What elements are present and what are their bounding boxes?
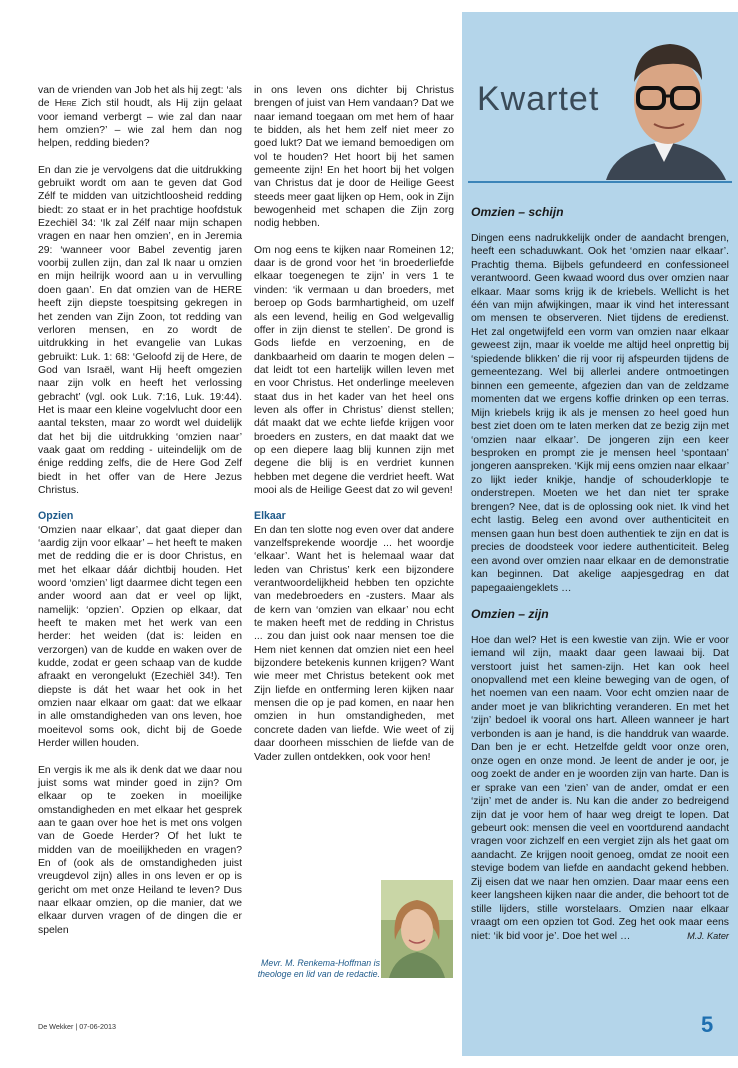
here-smallcaps: Here bbox=[54, 98, 77, 110]
sidebar-divider bbox=[468, 181, 732, 183]
paragraph: in ons leven ons dichter bij Christus brengen of juist van Hem vandaan? Dat we naar iemand toegaan om met hem of haar te bidden, als het hem zelf niet meer zo goed lukt? Dat we iemand bemoedigen om vol te houden? Het hoort bij het samen gemeente zijn! En het hoort bij het volgen van Christus dat je door de Heilige Geest steeds meer gaat lijken op Hem, ook in Zijn bewogenheid met schapen die Zijn zorg nodig hebben. bbox=[254, 85, 454, 230]
paragraph: Hoe dan wel? Het is een kwestie van zijn. Wie er voor iemand wil zijn, maakt daar geen lawaai bij. Dat verstoort juist het samen-zijn. Het kan ook heel onopvallend met een kleine beweging van de ogen, of het noemen van een naam. Voor echt omzien naar de ander moet je van blikrichting veranderen. En met het ‘zijn’ bedoel ik vooral ons hart. Alleen wanneer je hart verbonden is aan je hand, is die handdruk van waarde. Dan ben je er echt. Hetzelfde geldt voor onze oren, onze ogen en onze mond. Je leent de ander je oor, je oog zoekt de ander en je woorden zijn van harte. Dan is er sprake van een ‘zien’ van de ander, omdat er een ‘zijn’ met de ander is. Nu kan die ander zo bedreigend zijn dat je voor hem of haar weg dreigt te lopen. Dat gebeurt ook: mensen die veel en voortdurend aandacht vragen voor zichzelf en een vergiet zijn als het gaat om aandacht. Ze krijgen nooit genoeg, omdat ze nooit een stevige bodem van liefde en aandacht gekend hebben. Zij eisen dat we naar hen omzien. Daar maar eens een keer langsheen kijken naar die ander, die behoort tot de stille lijders, stille worstelaars. Omzien naar elkaar vraagt om een opzien tot God. Zeg het ook maar eens niet: ‘ik bid voor je’. Doe het wel … M.J. Kater bbox=[471, 634, 729, 942]
author-portrait bbox=[596, 20, 732, 180]
article-column-2 bbox=[254, 84, 454, 777]
paragraph: En vergis ik me als ik denk dat we daar nou juist soms wat minder goed in zijn? Om elkaar op te zoeken in moeilijke omstandigheden en met elkaar het gesprek aan te gaan over hoe het is met ons volgen van de Goede Herder? Of het lukt te midden van de moeilijkheden en vragen? En of (ook als de omstandigheden juist vreugdevol zijn) alles in ons leven er op is gericht om met onze Heiland te leven? Dus naar elkaar omzien, op die manier, dat we elkaar durven vragen of de dingen die er spelen bbox=[38, 764, 242, 936]
sidebar-author: M.J. Kater bbox=[687, 930, 729, 941]
paragraph: En dan zie je vervolgens dat die uitdrukking gebruikt wordt om aan te geven dat God Zélf te midden van uitzichtloosheid redding biedt: zo staat er in het prachtige hoofdstuk Ezechiël 34: ‘Ik zal Zélf naar mijn schapen vragen en naar hen omzien’, en in Jeremia 29: ‘wanneer voor Babel zeventig jaren voorbij zullen zijn, dan zal Ik naar u omzien en mijn heilrijk woord aan u in vervulling doen gaan’. En dat omzien van de HERE heeft zijn diepste toespitsing gekregen in het zenden van Zijn Zoon, tot redding van verloren mensen, en zo wordt de uitdrukking in het evangelie van Lukas gebruikt: Luk. 1: 68: ‘Geloofd zij de Here, de God van Israël, want Hij heeft omgezien naar zijn volk en heeft het verlossing gebracht’ (vgl. ook Luk. 7:16, Luk. 19:44). Het is maar een kleine vogelvlucht door een aantal teksten, maar zo wordt wel duidelijk dat het bij die uitdrukking ‘omzien naar’ vaak gaat om redding - uiteindelijk om de énige redding zelfs, die de Here God Zelf biedt in het offer van de Here Jezus Christus. bbox=[38, 164, 242, 496]
column-title: Kwartet bbox=[477, 80, 600, 118]
sidebar-heading-zijn: Omzien – zijn bbox=[471, 607, 549, 621]
section-heading-elkaar: Elkaar bbox=[254, 510, 286, 523]
sidebar-text bbox=[471, 194, 729, 956]
paragraph: En dan ten slotte nog even over dat andere vanzelfsprekende woordje ... het woordje ‘elkaar’. Want het is helemaal waar dat leden van Christus’ kerk een bijzondere verantwoordelijkheid hebben ten opzichte van medebroeders en -zusters. Maar als de kern van ‘omzien van elkaar’ nou echt te maken heeft met de redding in Christus ... zou dan juist ook naar mensen toe die Hem niet kennen dat omzien niet een heel bijzondere betekenis kunnen krijgen? Want wie meer met Christus betekent ook met Zijn liefde en ontferming leren kijken naar mensen die op je pad komen, en naar hen omzien in hun omstandigheden, met concrete daden van liefde. Wie weet of zij daar doorheen misschien de liefde van de Vader zullen ontdekken, ook voor hen! bbox=[254, 524, 454, 763]
article-column-1 bbox=[38, 84, 242, 950]
paragraph: Om nog eens te kijken naar Romeinen 12; daar is de grond voor het ‘in broederliefde elkaar toegenegen te zijn’ in vers 1 te vinden: ‘ik vermaan u dan broeders, met beroep op Gods barmhartigheid, om uzelf als een levend, heilig en God welgevallig offer in zijn dienst te stellen’. De grond is Gods liefde en verzoening, en de dankbaarheid om daarin te mogen delen – dat leidt tot een hartelijk willen leven met en voor Christus. Het onderlinge meeleven staat dus in het kader van het heel ons leven als offer in Christus’ dienst stellen; dát maakt dat we echte liefde krijgen voor broeders en zusters, en dat maakt dat we op een diepere laag blij kunnen zijn met degene die blij is en verdriet kunnen hebben met degene die verdriet heeft. Wat mooi als de Heilige Geest dat zo wil geven! bbox=[254, 244, 454, 496]
paragraph: van de vrienden van Job het als hij zegt: ‘als de Here Zich stil houdt, als Hij zijn gelaat voor iemand verbergt – wie zal dan naar hem omzien?’ – wie zal hem dan nog helpen, redding bieden? bbox=[38, 85, 242, 150]
paragraph: ‘Omzien naar elkaar’, dat gaat dieper dan ‘aardig zijn voor elkaar’ – het heeft te maken met de redding die er is door Christus, en met het elkaar dáár dichtbij houden. Het woord ‘omzien’ ligt daarmee dicht tegen een ander woord aan dat er veel op lijkt, namelijk: ‘opzien’. Opzien op elkaar, dat heeft te maken met het werk van een herder: het weiden (dat is: leiden en verzorgen) van de kudde en waken over de kudde, zodat er geen schaap van de kudde afraakt en verongelukt (Ezechiël 34!). Ten diepste is dát het waar het ook in het omzien naar elkaar om gaat: dat we elkaar in alle omstandigheden van ons leven, hoe moeitevol soms ook, dicht bij de Goede Herder willen houden. bbox=[38, 524, 242, 750]
sidebar-heading-schijn: Omzien – schijn bbox=[471, 205, 564, 220]
paragraph: Dingen eens nadrukkelijk onder de aandacht brengen, heeft een schaduwkant. Ook het ‘omzien naar elkaar’. Prachtig thema. Bijbels gefundeerd en confessioneel verantwoord. Geen kwaad woord dus over omzien naar elkaar. Maar soms krijg ik de kriebels. Wellicht is het één van mijn afwijkingen, maar ik vind het interessant om mensen te observeren. Niet tijdens de eredienst. Het zal ongetwijfeld een vorm van omzien naar elkaar geweest zijn, maar ik voelde me altijd heel onprettig bij ‘spiedende blikken’ die rij voor rij afspeurden tijdens de gemeentezang. Wel bij allerlei andere ontmoetingen binnen een gemeente, afgezien dan van de zeldzame momenten dat we ergens koffie drinken op een terras. Mijn kriebels krijg ik als je mensen zo heel goed hun best ziet doen om te laten merken dat ze bezig zijn met ‘omzien naar elkaar’. De jongeren zijn een keer besproken en prompt zie je mensen heel ‘spontaan’ jongeren aanspreken. ‘Kijk mij eens omzien naar elkaar’ zo lijkt ieder knikje, handje of schouderklopje te onderstrepen. Moeten we het dan niet ter sprake brengen? Nee, dat is de oplossing ook niet. Ik vind het echt lastig. Beleg een avond over authenticiteit en mensen gaan hun best doen authentiek te zijn en dat is precies de doodsteek voor iedere authenticiteit. Beleg een avond over omzien naar elkaar en de demonstratie kan beginnen. Dat akelige aapjesgedrag en dat papegaaiengeklets … bbox=[471, 232, 729, 594]
section-heading-opzien: Opzien bbox=[38, 510, 74, 523]
author-photo bbox=[381, 880, 453, 978]
footer-publication: De Wekker | 07-06-2013 bbox=[38, 1022, 117, 1031]
page-number: 5 bbox=[701, 1012, 714, 1037]
author-caption: Mevr. M. Renkema-Hoffman is theologe en lid van de redactie. bbox=[257, 958, 380, 979]
